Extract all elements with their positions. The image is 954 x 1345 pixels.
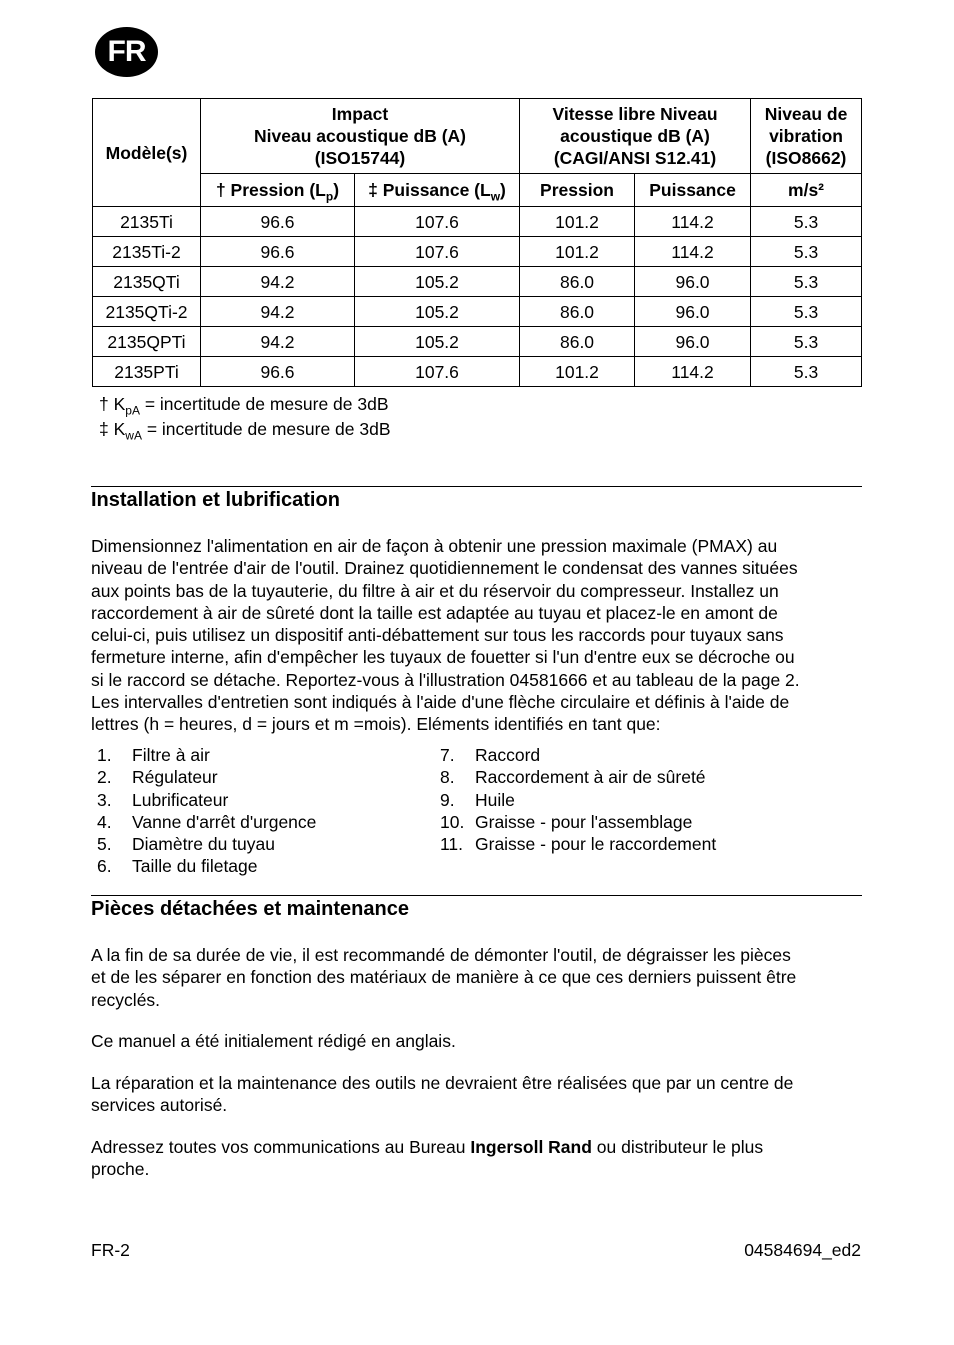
table-footnotes [99,392,391,442]
table-cell: 5.3 [751,267,862,297]
footnote-kpa: † $K_{pA}$ = incertitude de mesure de 3dB [99,394,389,418]
section-divider [91,486,862,487]
list-item: 8. Raccordement à air de sûreté [440,767,706,788]
table-cell: 96.0 [635,297,751,327]
list-item: 2. Régulateur [97,767,218,788]
parts-paragraph-language: Ce manuel a été initialement rédigé en anglais. [91,1031,456,1051]
table-cell: 94.2 [201,327,355,357]
table-cell: 105.2 [355,327,520,357]
table-cell: 86.0 [520,327,635,357]
parts-paragraph-recycling: A la fin de sa durée de vie, il est recommandé de démonter l'outil, de dégraisser les pièces et de les séparer en fonction des matériaux de manière à ce que ces derniers puissent être recyclés. [91,945,797,1010]
parts-heading: Pièces détachées et maintenance [91,898,409,920]
table-cell: 5.3 [751,207,862,237]
language-badge: FR [95,27,158,77]
parts-paragraph-contact: Adressez toutes vos communications au Bureau Ingersoll Rand ou distributeur le plus proche. [91,1137,764,1180]
parts-paragraph-service: La réparation et la maintenance des outils ne devraient être réalisées que par un centre de services autorisé. [91,1073,794,1116]
table-cell: 5.3 [751,237,862,267]
table-row [93,207,862,237]
table-cell: 105.2 [355,297,520,327]
table-cell: 107.6 [355,237,520,267]
header-free-speed: Vitesse libre Niveau acoustique dB (A) (CAGI/ANSI S12.41) [520,99,751,174]
list-item: 7. Raccord [440,745,541,765]
table-row [93,267,862,297]
table-cell: 96.6 [201,237,355,267]
noise-vibration-table [92,98,862,387]
table-cell: 2135QTi-2 [93,297,201,327]
list-item: 4. Vanne d'arrêt d'urgence [97,811,317,832]
header-vibration: Niveau de vibration (ISO8662) [751,99,862,174]
footnote-kwa: ‡ $K_{wA}$ = incertitude de mesure de 3dB [99,419,391,443]
list-item: 1. Filtre à air [97,745,210,765]
table-cell: 94.2 [201,297,355,327]
brand-name: Ingersoll Rand [470,1137,592,1157]
table-row [93,297,862,327]
table-cell: 96.0 [635,327,751,357]
table-cell: 2135PTi [93,357,201,387]
list-item: 6. Taille du filetage [97,856,258,877]
table-cell: 114.2 [635,207,751,237]
header-impact: Impact Niveau acoustique dB (A) (ISO15744) [201,99,520,174]
subheader-puissance: Puissance [635,174,751,207]
table-cell: 2135QTi [93,267,201,297]
table-cell: 107.6 [355,357,520,387]
installation-paragraph: Dimensionnez l'alimentation en air de façon à obtenir une pression maximale (PMAX) au niveau de l'entrée d'air de l'outil. Drainez quotidiennement le condensat des vannes situées aux points bas de la tuyauterie, du filtre à air et du réservoir du compresseur. Installez un raccordement à air de sûreté dont la taille est adaptée au tuyau et placez-le en amont de celui-ci, puis utilisez un dispositif anti-débattement sur tous les raccords pour tuyaux sans fermeture interne, afin d'empêcher les tuyaux de fouetter si l'un d'entre eux se décroche ou si le raccord se détache. Reportez-vous à l'illustration 04581666 et au tableau de la page 2. Les intervalles d'entretien sont indiqués à l'aide d'une flèche circulaire et définis à l'aide de lettres (h = heures, d = jours et m =mois). Eléments identifiés en tant que: [91,536,800,735]
page-number: FR-2 [91,1240,130,1260]
subheader-pression-lp: † Pression $(L_p)$ [201,174,355,207]
table-cell: 94.2 [201,267,355,297]
subheader-pression: Pression [520,174,635,207]
table-cell: 5.3 [751,327,862,357]
section-divider [91,895,862,896]
subheader-puissance-lw: ‡ Puissance $(L_w)$ [355,174,520,207]
list-item: 3. Lubrificateur [97,789,229,810]
table-cell: 2135QPTi [93,327,201,357]
table-cell: 105.2 [355,267,520,297]
subheader-unit: m/s² [751,174,862,207]
table-row [93,237,862,267]
header-model: Modèle(s) [93,99,201,207]
list-item: 9. Huile [440,789,515,810]
items-list-left [91,744,316,878]
table-cell: 96.6 [201,357,355,387]
installation-heading: Installation et lubrification [91,489,340,511]
list-item: 11. Graisse - pour le raccordement [440,834,717,855]
items-list-right [440,744,716,855]
table-cell: 114.2 [635,237,751,267]
list-item: 10. Graisse - pour l'assemblage [440,811,693,832]
table-cell: 2135Ti-2 [93,237,201,267]
table-cell: 101.2 [520,237,635,267]
table-cell: 114.2 [635,357,751,387]
table-cell: 5.3 [751,357,862,387]
list-item: 5. Diamètre du tuyau [97,834,275,855]
document-id: 04584694_ed2 [744,1240,861,1260]
table-cell: 86.0 [520,297,635,327]
table-cell: 96.0 [635,267,751,297]
table-cell: 5.3 [751,297,862,327]
table-cell: 101.2 [520,207,635,237]
table-cell: 2135Ti [93,207,201,237]
table-cell: 96.6 [201,207,355,237]
table-cell: 101.2 [520,357,635,387]
table-row [93,357,862,387]
table-row [93,327,862,357]
table-cell: 107.6 [355,207,520,237]
table-cell: 86.0 [520,267,635,297]
